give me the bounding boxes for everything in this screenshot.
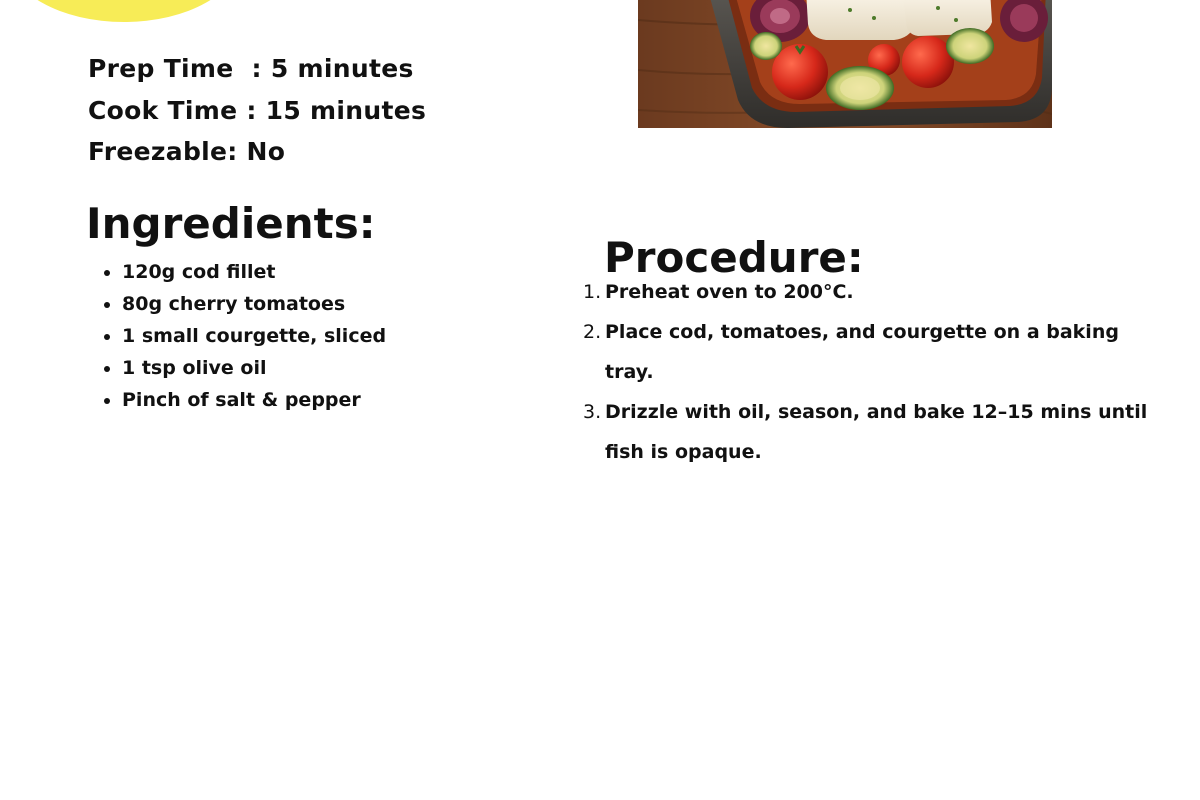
- step-number: 3.: [583, 401, 602, 423]
- step-text: Place cod, tomatoes, and courgette on a baking tray.: [605, 321, 1119, 383]
- step-text: Drizzle with oil, season, and bake 12–15 mins until fish is opaque.: [605, 401, 1148, 463]
- ingredient-item: • 120g cod fillet: [122, 256, 386, 288]
- baked-cod-tray-image: [638, 0, 1052, 128]
- ingredients-heading: Ingredients:: [86, 199, 376, 248]
- prep-time: Prep Time : 5 minutes: [88, 54, 414, 83]
- step-number: 1.: [583, 281, 602, 303]
- recipe-meta: [88, 48, 426, 173]
- ingredient-item: • 1 small courgette, sliced: [122, 320, 386, 352]
- step-number: 2.: [583, 321, 602, 343]
- ingredients-list: [98, 256, 386, 416]
- cook-time: Cook Time : 15 minutes: [88, 95, 427, 125]
- decorative-yellow-circle: [8, 0, 240, 22]
- procedure-step: [583, 312, 1164, 392]
- procedure-list: [583, 272, 1164, 472]
- procedure-heading: Procedure:: [604, 233, 864, 282]
- ingredient-item: • 1 tsp olive oil: [122, 352, 386, 384]
- ingredient-item: • Pinch of salt & pepper: [122, 384, 386, 416]
- ingredient-item: • 80g cherry tomatoes: [122, 288, 386, 320]
- dish-photo: [638, 0, 1052, 128]
- procedure-step: [583, 392, 1164, 472]
- step-text: Preheat oven to 200°C.: [605, 281, 854, 303]
- freezable: Freezable: No: [88, 137, 286, 166]
- procedure-step: [583, 272, 1164, 312]
